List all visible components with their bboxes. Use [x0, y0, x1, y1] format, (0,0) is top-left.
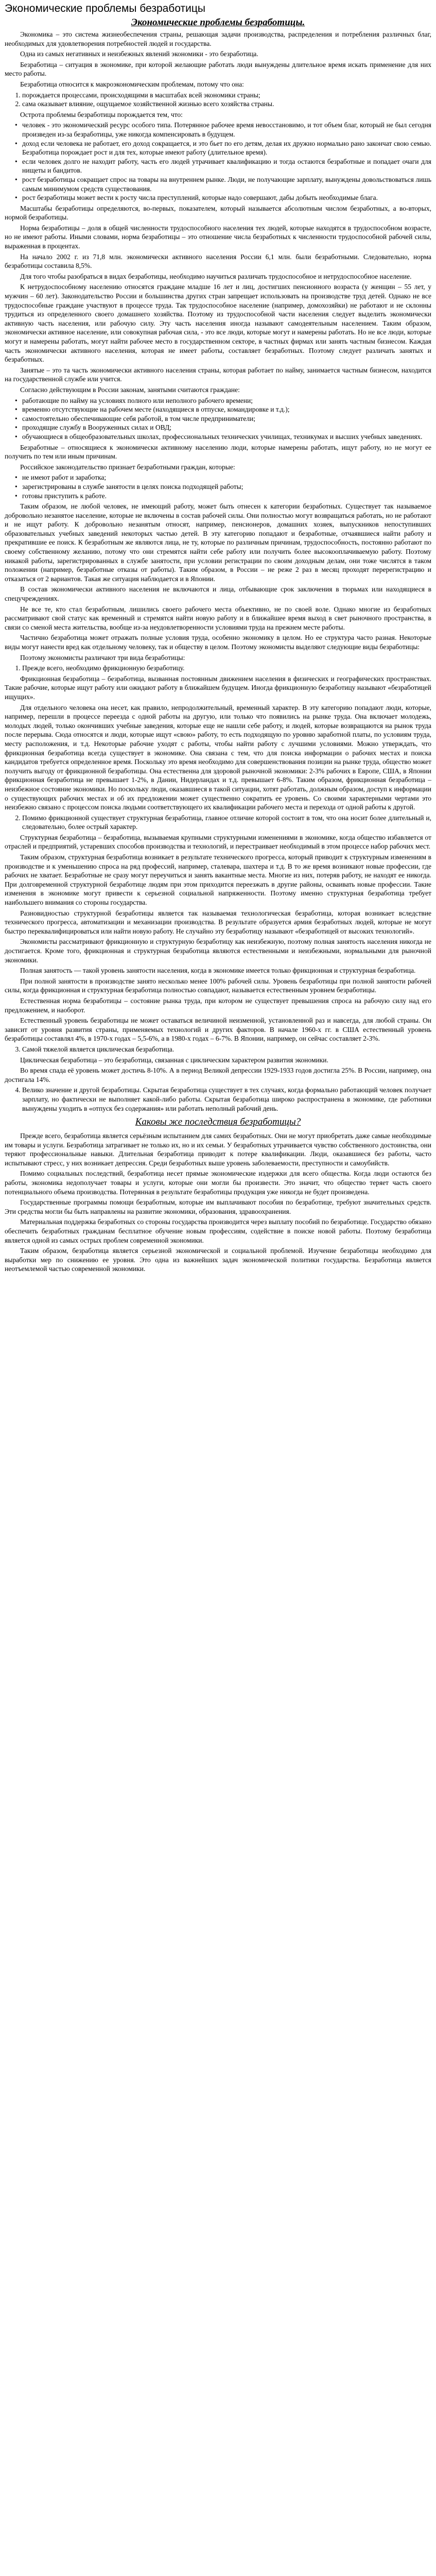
- paragraph: Российское законодательство признает безработными граждан, которые:: [20, 463, 235, 471]
- list-item: • временно отсутствующие на рабочем месте (находящиеся в отпуске, командировке и т.д.);: [22, 405, 431, 414]
- paragraph: Помимо социальных последствий, безработица несет прямые экономические издержки для всего общества. Когда люди остаются без работы, экономика недополучает товары и услуги, которые они могли бы произвести. Это значит, что общество теряет часть своего потенциального объема производства. Потерянная в результате безработицы продукция уже никогда не будет произведена.: [5, 1170, 431, 1196]
- paragraph: Таким образом, структурная безработица возникает в результате технического прогресса, который приводит к структурным изменениям в производстве и к уменьшению спроса на ряд профессий, например, сталевара, шахтера и т.д. В то же время возникают новые профессии, где рабочих не хватает. Безработные не сразу могут переучиться и занять вакантные места. Многие из них, потеряв работу, не находят ее никогда. При долговременной структурной безработице людям при этом приходится переезжать в другие районы, осваивать новые профессии. Такие изменения в экономике могут привести к серьезной социальной напряженности. Поэтому именно структурная безработица требует наибольшего внимания со стороны государства.: [5, 853, 431, 907]
- list-item: 2. сама оказывает влияние, ощущаемое хозяйственной жизнью всего хозяйства страны.: [22, 99, 431, 109]
- section-heading: Каковы же последствия безработицы?: [135, 1116, 301, 1128]
- numbered-list: [5, 1086, 431, 1113]
- numbered-list: [5, 814, 431, 832]
- list-item: • рост безработицы сокращает спрос на товары на внутреннем рынке. Люди, не получающие зарплату, вынуждены довольствоваться лишь самым минимумом средств существования.: [22, 175, 431, 193]
- list-item: • не имеют работ и заработка;: [22, 473, 431, 482]
- bullet-list: [5, 396, 431, 442]
- list-item: • готовы приступить к работе.: [22, 492, 431, 501]
- paragraph: Занятые – это та часть экономически активного населения страны, которая работает по найму, занимается частным бизнесом, находится на государственной службе или учится.: [5, 366, 431, 383]
- document: [0, 0, 436, 1280]
- list-item: • если человек долго не находит работу, часть его людей утрачивает квалификацию и тогда остаются безработные и попадает очаги для нищеты и бандитов.: [22, 157, 431, 175]
- paragraph: Норма безработицы – доля в общей численности трудоспособного населения тех людей, которые находятся в трудоспособном возрасте, но не имеют работы. Иными словами, норма безработицы – это отношение числа безработных к численности трудоспособной рабочей силы, выраженная в процентах.: [5, 224, 431, 250]
- paragraph: Государственные программы помощи безработным, которые им выплачивают пособия по безработице, требуют значительных средств. Эти средства могли бы быть направлены на развитие экономики, образования, здравоохранения.: [5, 1198, 431, 1215]
- paragraph: При полной занятости в производстве занято несколько менее 100% рабочей силы. Уровень безработицы при полной занятости рабочей силы, когда фрикционная и структурная безработица полностью совпадают, называется естественным уровнем безработицы.: [5, 977, 431, 994]
- list-item: • человек - это экономический ресурс особого типа. Потерянное рабочее время невосстановимо, и тот объем благ, который не был сегодня произведен из-за безработицы, уже никогда компенсировать в будущем.: [22, 121, 431, 139]
- paragraph: Экономика – это система жизнеобеспечения страны, решающая задачи производства, распределения и потребления различных благ, необходимых для удовлетворения потребностей людей и государства.: [5, 30, 431, 47]
- list-item: • рост безработицы может вести к росту числа преступлений, которые надо совершают, дабы добыть необходимые блага.: [22, 193, 431, 202]
- paragraph: Острота проблемы безработицы порождается тем, что:: [20, 110, 183, 118]
- numbered-list: [5, 1045, 431, 1054]
- paragraph: На начало 2002 г. из 71,8 млн. экономически активного населения России 6,1 млн. были безработными. Следовательно, норма безработицы составила 8,5%.: [5, 252, 431, 270]
- paragraph: Согласно действующим в России законам, занятыми считаются граждане:: [20, 385, 240, 394]
- paragraph: Безработица – ситуация в экономике, при которой желающие работать люди вынуждены длительное время искать применение для них место работы.: [5, 60, 431, 78]
- paragraph: Безработные – относящиеся к экономически активному населению люди, которые намерены работать, ищут работу, но не могут ее получить по тем или иным причинам.: [5, 443, 431, 461]
- list-item: 4. Велико значение и другой безработицы. Скрытая безработица существует в тех случаях, когда формально работающий человек получает зарплату, но фактически не выполняет какой-либо работы. Скрытая безработица широко распространена в экономике, где работники вынуждены уходить в «отпуск без содержания» или работать неполный рабочий день.: [22, 1086, 431, 1113]
- paragraph: Одна из самых негативных и неизбежных явлений экономики - это безработица.: [20, 50, 258, 58]
- list-item: • самостоятельно обеспечивающие себя работой, в том числе предприниматели;: [22, 414, 431, 423]
- list-item: • доход если человека не работает, его доход сокращается, и это бьет по его детям, делая их дружно нормально рано закончат свою семью. Безработица порождает рост и для тех, которые имеют работу (длительное время).: [22, 139, 431, 157]
- list-item: 1. Прежде всего, необходимо фрикционную безработицу.: [22, 664, 431, 673]
- paragraph: Циклическая безработица – это безработица, связанная с циклическим характером развития экономики.: [20, 1056, 328, 1064]
- paragraph: Для того чтобы разобраться в видах безработицы, необходимо научиться различать трудоспособное и нетрудоспособное население.: [20, 272, 412, 280]
- paragraph: Для отдельного человека она несет, как правило, непродолжительный, временный характер. В эту категорию попадают люди, которые, например, перешли в процессе переезда с одной работы на другую, или только что появились на рынке труда. Она включает молодежь, молодых людей, только окончивших учебные заведения, которые еще не нашли себе работу, и людей, которые возвращаются на рынок труда после перерыва. Сюда относятся и люди, которые ищут «свою» работу, то есть подходящую по уровню заработной платы, по условиям труда, месту расположения, и т.д. Некоторые рабочие уходят с работы, чтобы найти работу с лучшими условиями. Можно утверждать, что фрикционная безработица всегда существует в экономике. Она связана с тем, что для поиска информации о рабочих местах и поиска кандидатов требуется определенное время. Поскольку это время необходимо для совершенствования позиции на рынке труда, общество может получить выгоду от фрикционной безработицы. Она естественна для здоровой рыночной экономики: 2-3% рабочих в Европе, США, в Японии фрикционная безработица не превышает 1-2%, в Дании, Нидерландах и т.д. превышает 6-8%. Таким образом, фрикционная безработица – неизбежное состояние экономики. Но поскольку люди, оказавшиеся в такой ситуации, хотят работать, должным образом, доступ к информации о существующих рабочих местах и об их предложении может существенно сократить ее уровень. Со своими характерными чертами это неизбежно связано с процессом поиска людьми соответствующего их квалификации рабочего места и перехода от одной работы к другой.: [5, 703, 431, 811]
- paragraph: Фрикционная безработица – безработица, вызванная постоянным движением населения в физических и географических пространствах. Такие рабочие, которые ищут работу или ожидают работу в ближайшем будущем. Иногда фрикционную безработицу называют «безработицей ищущих».: [5, 674, 431, 701]
- paragraph: Естественный уровень безработицы не может оставаться величиной неизменной, установленной раз и навсегда, для любой страны. Он зависит от уровня развития страны, применяемых технологий и других факторов. В начале 1960-х гг. в США естественный уровень безработицы составлял 4%, в 1970-х годах – 5,5-6%, а в 1980-х годах – 6-7%. В Японии, например, он сейчас составляет 2-3%.: [5, 1016, 431, 1043]
- list-item: 2. Помимо фрикционной существует структурная безработица, главное отличие которой состоит в том, что она носит более длительный и, следовательно, более острый характер.: [22, 814, 431, 832]
- paragraph: Частично безработица может отражать полные условия труда, особенно экономику в целом. Но ее структура часто разная. Некоторые виды могут нанести вред как отдельному человеку, так и обществу в целом. Поэтому экономисты выделяют следующие виды безработицы:: [5, 634, 431, 651]
- paragraph: Материальная поддержка безработных со стороны государства производится через выплату пособий по безработице. Государство обязано обеспечить безработных гражданам бесплатное обучение новым профессиям, содействие в поиске новой работы. Поэтому безработица является одной из самых острых проблем современной экономики.: [5, 1218, 431, 1244]
- paragraph: Безработица относится к макроэкономическим проблемам, потому что она:: [20, 80, 244, 88]
- list-item: 1. порождается процессами, происходящими в масштабах всей экономики страны;: [22, 91, 431, 100]
- list-item: 3. Самой тяжелой является циклическая безработица.: [22, 1045, 431, 1054]
- paragraph: Таким образом, безработица является серьезной экономической и социальной проблемой. Изучение безработицы необходимо для выработки мер по снижению ее уровня. Это одна из важнейших задач экономической политики государства. Безработица является неотъемлемой частью современной экономики.: [5, 1247, 431, 1273]
- paragraph: Не все те, кто стал безработным, лишились своего рабочего места объективно, не по своей воле. Однако многие из безработных рассматривают свой статус как временный и стремятся найти новую работу и в ближайшее время выход в свет рыночного пространства, в связи со сменой места жительства, вообще из-за неудовлетворенности условиями труда на прежнем месте работы.: [5, 605, 431, 631]
- paragraph: Полная занятость — такой уровень занятости населения, когда в экономике имеется только фрикционная и структурная безработица.: [20, 967, 416, 975]
- main-heading: Экономические проблемы безработицы.: [131, 17, 305, 28]
- paragraph: Естественная норма безработицы – состояние рынка труда, при котором не существует превышения спроса на рабочую силу над его предложением, и наоборот.: [5, 996, 431, 1014]
- list-item: • проходящие службу в Вооруженных силах и ОВД;: [22, 423, 431, 432]
- numbered-list: [5, 91, 431, 109]
- paragraph: Разновидностью структурной безработицы является так называемая технологическая безработица, которая возникает вследствие технического прогресса, автоматизации и механизации производства. В результате образуется армия безработных людей, которые не могут быстро переквалифицироваться или найти новую работу. Не случайно эту безработицу называют «безработицей от высоких технологий».: [5, 909, 431, 935]
- bullet-list: [5, 473, 431, 500]
- paragraph: К нетрудоспособному населению относятся граждане младше 16 лет и лиц, достигших пенсионного возраста (у женщин – 55 лет, у мужчин – 60 лет). Законодательство России и большинства других стран запрещает использовать на производстве труд детей. Однако не все трудоспособные граждане участвуют в процессе труда. Так трудоспособное население (например, домохозяйки) не работают и не склонны трудиться из определенного своего домашнего хозяйства. Поэтому из трудоспособной части населения следует выделить экономически активную часть населения, или рабочую силу. Эту часть населения иногда называют самодеятельным населением. Таким образом, экономически активное население, или совокупная рабочая сила, - это все люди, которые могут и намерены работать. Но не все люди, которые могут и намерены работать, могут найти рабочее место в государственном секторе, в частных фирмах или занять частным бизнесом. Каждая часть экономически активного населения, которая не имеет работы, составляет безработных. Поэтому следует различать занятых и безработных.: [5, 283, 431, 364]
- list-item: • зарегистрированы в службе занятости в целях поиска подходящей работы;: [22, 482, 431, 492]
- paragraph: Прежде всего, безработица является серьёзным испытанием для самих безработных. Они не могут приобретать даже самые необходимые им товары и услуги. Безработица затрагивает не только их, но и их семьи. У безработных утрачивается чувство собственного достоинства, они теряют профессиональные навыки. Длительная безработица приводит к потере квалификации. Люди, оказавшиеся без работы, часто испытывают стресс, у них возникает депрессия. Среди безработных выше уровень заболеваемости, преступности и самоубийств.: [5, 1132, 431, 1167]
- paragraph: Поэтому экономисты различают три вида безработицы:: [20, 653, 185, 662]
- page-title: Экономические проблемы безработицы: [5, 3, 206, 14]
- list-item: • обучающиеся в общеобразовательных школах, профессиональных технических училищах, техникумах и высших учебных заведениях.: [22, 432, 431, 442]
- bullet-list: [5, 121, 431, 202]
- paragraph: Масштабы безработицы определяются, во-первых, показателем, который называется абсолютным числом безработных, а во-вторых, нормой безработицы.: [5, 204, 431, 222]
- paragraph: Во время спада её уровень может достичь 8-10%. А в период Великой депрессии 1929-1933 годов достигла 25%. В России, например, она достигала 14%.: [5, 1066, 431, 1083]
- paragraph: Экономисты рассматривают фрикционную и структурную безработицу как неизбежную, поэтому полная занятость населения никогда не достигается. Кроме того, фрикционная и структурная безработица являются естественными и неизбежными, нормальными для рыночной экономики.: [5, 938, 431, 964]
- paragraph: Структурная безработица – безработица, вызываемая крупными структурными изменениями в экономике, когда общество избавляется от отраслей и предприятий, устаревших способов производства и технологий, и перестраивает необходимый в этом процессе набор рабочих мест.: [5, 833, 431, 851]
- paragraph: Таким образом, не любой человек, не имеющий работу, может быть отнесен к категории безработных. Существует так называемое добровольно незанятое население, которые не включены в состав рабочей силы. Они полностью могут возвращаться работать, но не работают и не ищут работу. К добровольно незанятым относят, например, пенсионеров, домашних хозяек, выпускников непоступивших образовательных учебных заведений некоторых частью детей. В эту категорию попадают и безработные, отчаявшиеся найти работу и прекратившие ее поиск. К безработным же являются лица, не ту, которые по различным причинам, трудоспособность, постоянно работают по своему собственному желанию, потому что они стремятся найти себе работу или получить более высокооплачиваемую работу. Поэтому никакой работы, зарегистрированных в службе занятости, при условии регистрации по своим доходным делам, они тоже числятся в таком положении (например, безработные отказы от работы). Таким образом, в России – не реже 2 раз в месяц проходят перерегистрацию и отказаться от 2 вариантов. Такая же ситуация наблюдается и в Японии.: [5, 502, 431, 583]
- numbered-list: [5, 664, 431, 673]
- paragraph: В состав экономически активного населения не включаются и лица, отбывающие срок заключения в тюрьмах или находящиеся в спецучреждениях.: [5, 585, 431, 603]
- list-item: • работающие по найму на условиях полного или неполного рабочего времени;: [22, 396, 431, 405]
